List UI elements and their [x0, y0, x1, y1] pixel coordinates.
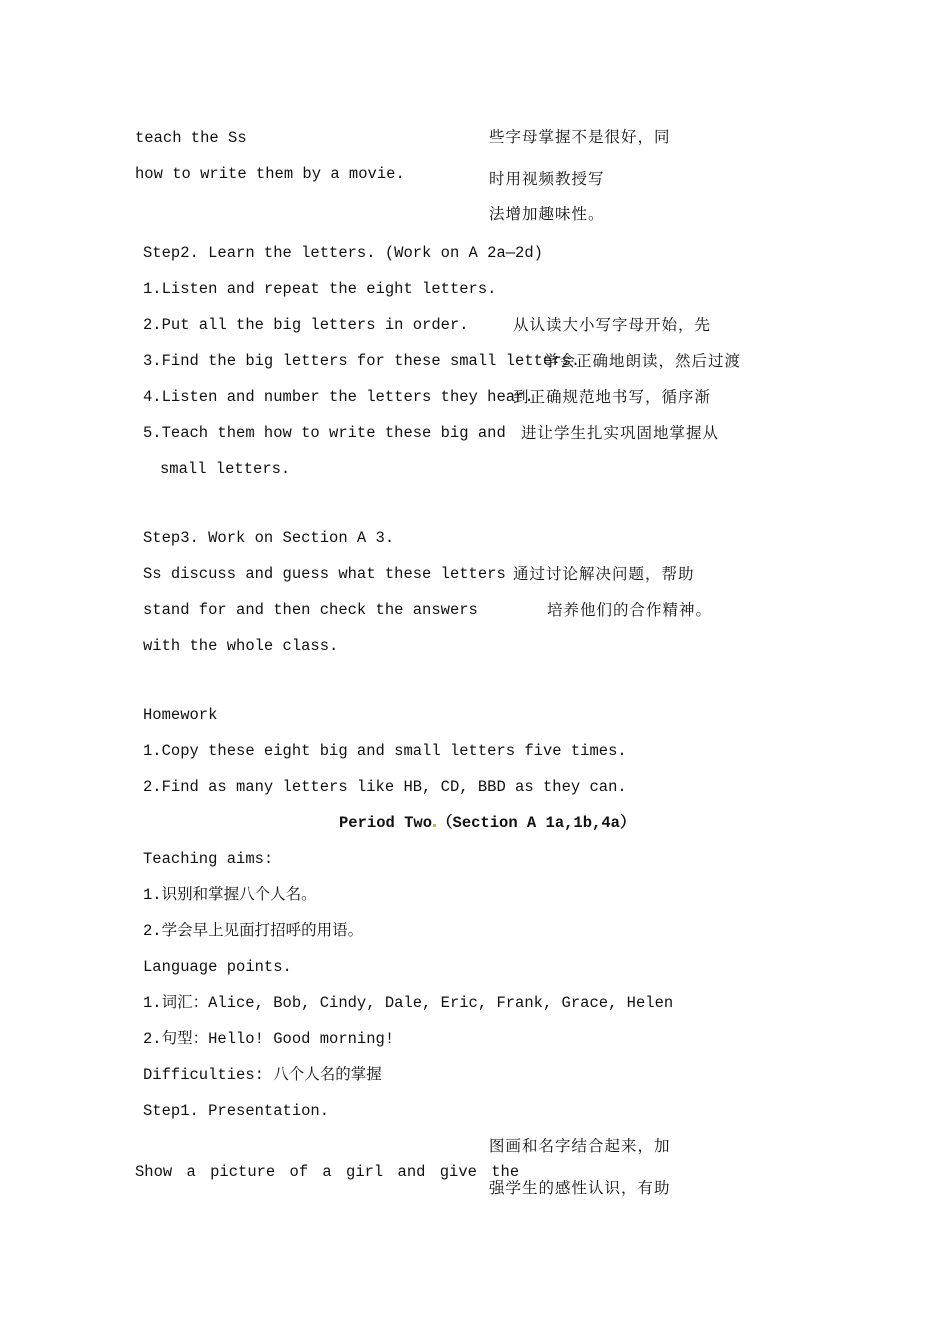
text-line: teach the Ss: [135, 129, 247, 147]
step-heading: Step2. Learn the letters. (Work on A 2a—2d): [143, 244, 543, 262]
section-heading: Language points.: [143, 958, 292, 976]
side-note: 强学生的感性认识，有助: [489, 1179, 671, 1197]
side-note: 培养他们的合作精神。: [547, 601, 713, 619]
side-note: 到正确规范地书写，循序渐: [513, 388, 712, 406]
section-heading: Teaching aims:: [143, 850, 274, 868]
text-line: 2.Put all the big letters in order.: [143, 316, 469, 334]
step-heading: Step3. Work on Section A 3.: [143, 529, 395, 547]
side-note: 从认读大小写字母开始，先: [513, 316, 712, 334]
text-line: 4.Listen and number the letters they hear.: [143, 388, 534, 406]
period-title-section: （Section A 1a,1b,4a）: [437, 814, 636, 832]
text-line: 2.Find as many letters like HB, CD, BBD as they can.: [143, 778, 627, 796]
period-title: [339, 813, 635, 833]
text-line: 5.Teach them how to write these big and: [143, 424, 506, 442]
text-line: 3.Find the big letters for these small letters.: [143, 352, 581, 370]
text-line: stand for and then check the answers: [143, 601, 478, 619]
period-title-name: Period Two: [339, 814, 433, 832]
text-line: 1.Copy these eight big and small letters five times.: [143, 742, 627, 760]
side-note: 法增加趣味性。: [489, 205, 605, 223]
text-line: 1.Listen and repeat the eight letters.: [143, 280, 497, 298]
side-note: 时用视频教授写: [489, 170, 605, 188]
side-note: 进让学生扎实巩固地掌握从: [521, 424, 720, 442]
step-heading: Step1. Presentation.: [143, 1102, 330, 1120]
section-heading: Homework: [143, 706, 218, 724]
text-line: small letters.: [160, 460, 291, 478]
text-line: 2.句型：Hello! Good morning!: [143, 1030, 395, 1048]
text-line: 1.识别和掌握八个人名。: [143, 886, 317, 904]
side-note: 通过讨论解决问题，帮助: [513, 565, 695, 583]
text-line: Difficulties: 八个人名的掌握: [143, 1066, 382, 1084]
text-line: 2.学会早上见面打招呼的用语。: [143, 922, 364, 940]
side-note: 图画和名字结合起来，加: [489, 1137, 671, 1155]
text-line: how to write them by a movie.: [135, 165, 405, 183]
text-line: Ss discuss and guess what these letters: [143, 565, 506, 583]
text-line: Show a picture of a girl and give the: [135, 1163, 520, 1181]
dot-mark: [433, 824, 436, 827]
text-line: 1.词汇：Alice, Bob, Cindy, Dale, Eric, Frank, Grace, Helen: [143, 994, 674, 1012]
side-note: 学会正确地朗读，然后过渡: [543, 352, 742, 370]
text-line: with the whole class.: [143, 637, 339, 655]
side-note: 些字母掌握不是很好，同: [489, 128, 671, 146]
